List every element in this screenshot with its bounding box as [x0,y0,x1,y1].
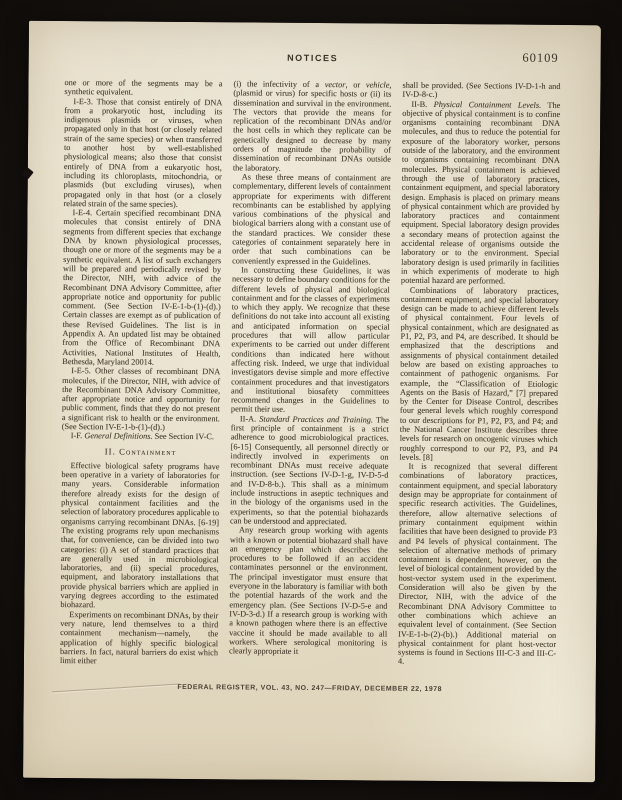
text-run: Effective biological safety programs have been operative in a variety of laboratories for many years. Considerable information therefore already exists for the design of physical containment facilities and the selection of laboratory procedures applicable to organisms carrying recombinant DNAs. [6-19] The existing programs rely upon mechanisms that, for convenience, can be divided into two categories: (i) A set of standard practices that are generally used in microbiological laboratories, and (ii) special procedures, equipment, and laboratory installations that provide physical barriers which are applied in varying degrees according to the estimated biohazard. [60,460,220,610]
paragraph [60,610,218,667]
text-run: I-E-5. Other classes of recombinant DNA molecules, if the Director, NIH, with advice of the Recombinant DNA Advisory Committee, after appropriate notice and opportunity for public comment, finds that they do not present a significant risk to health or the environment. (See Section IV-E-1-b-(1)-(d).) [61,366,221,432]
paragraph [232,172,391,266]
paragraph [231,265,390,415]
page-header [65,45,561,73]
text-columns [60,78,561,683]
text-run: As these three means of containment are complementary, different levels of containment appropriate for experiments with different recombinants can be established by applying various combinations of the physical and biological barriers along with a constant use of the standard practices. We consider these categories of containment separately here in order that such combinations can be conveniently expressed in the Guidelines. [232,172,391,267]
text-run: II-B. [411,99,434,109]
paragraph [62,208,221,367]
running-title: NOTICES [287,52,339,64]
italic-run: vehicle, [365,80,392,90]
italic-run: Standard Practices and Training. [259,414,374,425]
paper-tear [22,167,34,179]
text-run: In constructing these Guidelines, it was necessary to define boundary conditions for the different levels of physical and biological containment and for the classes of experiments to which they apply. We recognize that these definitions do not take into account all existing and anticipated information on special procedures that will allow particular experiments to be carried out under different conditions than indicated here without affecting risk. Indeed, we urge that individual investigators devise simple and more effective containment procedures and that investigators and institutional biosafety committees recommend changes in the Guidelines to permit their use. [230,265,391,415]
text-run: The first principle of containment is a strict adherence to good microbiological practices. [6-15] Consequently, all personnel directly or indirectly involved in experiments on recombinant DNAs must receive adequate instruction. (see Sections IV-D-1-g, IV-D-5-d and IV-D-8-b.). This shall as a minimum include instructions in aseptic techniques and in the biology of the organisms used in the experiments, so that the potential biohazards can be understood and appreciated. [230,415,389,527]
paragraph [233,79,392,173]
paragraph [402,81,560,101]
text-run: Experiments on recombinant DNAs, by their very nature, lend themselves to a third containment mechanism—namely, the application of highly specific biological barriers. In fact, natural barriers do exist which limit either [59,609,219,666]
text-run: It is recognized that several different combinations of laboratory practices, containment equipment, and special laboratory design may be appropriate for containment of specific research activities. The Guidelines, therefore, allow alternative selections of primary containment equipment within facilities that have been designed to provide P3 and P4 levels of physical containment. The selection of alternative methods of primary containment is dependent, however, on the level of biological containment provided by the host-vector system used in the experiment. Consideration will also be given by the Director, NIH, with the advice of the Recombinant DNA Advisory Committee to other combinations which achieve an equivalent level of containment. (See Section IV-E-1-b-(2)-(b).) Additional material on physical containment for plant host-vector systems is found in Sections III-C-3 and III-C-4. [397,461,558,667]
text-run: shall be provided. (See Sections IV-D-1-h and IV-D-8-c.) [402,80,561,100]
paragraph [401,99,560,286]
text-run: Combinations of laboratory practices, containment equipment, and special laboratory design can be made to achieve different levels of physical containment. Four levels of physical containment, which are designated as P1, P2, P3, and P4, are described. It should be emphasized that the descriptions and assignments of physical containment detailed below are based on existing approaches to containment of pathogenic organisms. For example, the “Classification of Etiologic Agents on the Basis of Hazard,” [7] prepared by the Center for Disease Control, describes four general levels which roughly correspond to our descriptions for P1, P2, P3, and P4; and the National Cancer Institute describes three levels for research on oncogenic viruses which roughly correspond to our P2, P3, and P4 levels. [8] [399,285,559,462]
text-run: (i) the infectivity of a [233,79,325,90]
paragraph [62,431,220,442]
document-page [23,21,601,782]
paragraph [64,78,222,98]
column-2 [229,79,392,681]
text-run: (plasmid or virus) for specific hosts or (ii) its dissemination and survival in the environment. The vectors that provide the means for replication of the recombinant DNAs and/or the host cells in which they replicate can be genetically designed to decrease by many orders of magnitude the probability of dissemination of recombinant DNAs outside the laboratory. [232,88,392,173]
italic-run: General Definitions. [84,431,153,442]
text-run: Any research group working with agents with a known or potential biohazard shall have an emergency plan which describes the procedures to be followed if an accident contaminates personnel or the environment. The principal investigator must ensure that everyone in the laboratory is familiar with both the potential hazards of the work and the emergency plan. (See Sections IV-D-5-e and IV-D-3-d.) If a research group is working with a known pathogen where there is an effective vaccine it should be made available to all workers. Where serological monitoring is clearly appropriate it [229,525,389,657]
page-content [60,45,561,683]
paragraph [62,366,221,432]
page-footer: FEDERAL REGISTER, VOL. 43, NO. 247—FRIDAY, DECEMBER 22, 1978 [177,683,443,694]
text-run: I-E-4. Certain specified recombinant DNA molecules that consist entirely of DNA segments from different species that exchange DNA by known physiological processes, though one or more of the segments may be a synthetic equivalent. A list of such exchangers will be prepared and periodically revised by the Director, NIH, with advice of the Recombinant DNA Advisory Committee, after appropriate notice and opportunity for public comment. (See Section IV-E-1-b-(1)-(d).) Certain classes are exempt as of publication of these Revised Guidelines. The list is in Appendix A. An updated list may be obtained from the Office of Recombinant DNA Activities, National Institutes of Health, Bethesda, Maryland 20014. [62,208,222,367]
text-run: one or more of the segments may be a synthetic equivalent. [64,78,223,97]
text-run: The objective of physical containment is to confine organisms containing recombinant DNA molecules, and thus to reduce the potential for exposure of the laboratory worker, persons outside of the laboratory, and the environment to organisms containing recombinant DNA molecules. Physical containment is achieved through the use of laboratory practices, containment equipment, and special laboratory design. Emphasis is placed on primary means of physical containment which are provided by laboratory practices and containment equipment. Special laboratory design provides a secondary means of protection against the accidental release of organisms outside the laboratory or to the environment. Special laboratory design is used primarily in facilities in which experiments of moderate to high potential hazard are performed. [400,100,561,286]
text-run: , or [345,80,366,90]
section-heading: II. Containment [104,445,177,457]
text-run: I-F. [70,431,85,441]
paragraph [230,414,389,527]
page-number: 60109 [522,50,559,65]
column-3 [398,81,561,683]
italic-run: vector [324,80,346,90]
text-run: See Section IV-C. [152,432,215,442]
text-run: II-A. [239,414,260,424]
paragraph [64,97,223,210]
column-1 [60,78,223,680]
paragraph [60,461,219,611]
paragraph [398,462,558,668]
italic-run: Physical Containment Levels. [433,99,542,110]
paragraph [229,526,388,657]
text-run: I-E-3. Those that consist entirely of DNA from a prokaryotic host, including its indigenous plasmids or viruses, when propagated only in that host (or closely related strain of the same species) or when transferred to another host by well-established physiological means; also those that consist entirely of DNA from a eukaryotic host, including its chloroplasts, mitochondria, or plasmids (but excluding viruses), when propagated only in that host (or a closely related strain of the same species). [63,96,223,209]
paragraph [400,285,559,463]
